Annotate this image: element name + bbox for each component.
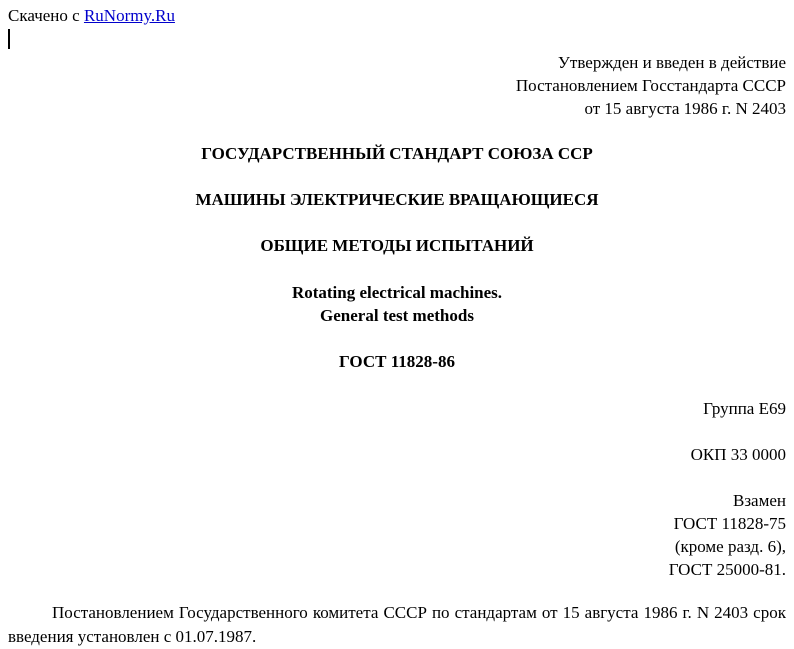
gost-number: ГОСТ 11828-86: [339, 352, 455, 371]
replaces-line: Взамен: [732, 491, 786, 510]
replaces-line: (кроме разд. 6),: [674, 537, 786, 556]
approval-line: Постановлением Госстандарта СССР: [515, 76, 786, 95]
source-link[interactable]: RuNormy.Ru: [83, 6, 175, 25]
replaces-line: ГОСТ 25000-81.: [668, 560, 786, 579]
english-title-line-1: Rotating electrical machines.: [291, 283, 503, 302]
state-standard-heading: ГОСУДАРСТВЕННЫЙ СТАНДАРТ СОЮЗА ССР: [201, 144, 593, 163]
source-line: [8, 6, 175, 26]
okp-code: ОКП 33 0000: [690, 445, 786, 464]
replaces-line: ГОСТ 11828-75: [673, 514, 786, 533]
source-prefix: Скачено с: [8, 6, 84, 25]
approval-line: от 15 августа 1986 г. N 2403: [584, 99, 786, 118]
english-title-line-2: General test methods: [320, 306, 474, 325]
approval-line: Утвержден и введен в действие: [557, 53, 786, 72]
replaces-block: [669, 489, 786, 581]
decree-paragraph: Постановлением Государственного комитета СССР по стандартам от 15 августа 1986 г. N 2403 срок введения установлен с 01.07.1987.: [8, 603, 786, 646]
document-title: МАШИНЫ ЭЛЕКТРИЧЕСКИЕ ВРАЩАЮЩИЕСЯ: [195, 190, 599, 209]
group-code: Группа Е69: [703, 399, 786, 418]
text-cursor: [8, 29, 10, 49]
document-subtitle: ОБЩИЕ МЕТОДЫ ИСПЫТАНИЙ: [260, 236, 534, 255]
approval-block: [516, 51, 786, 120]
